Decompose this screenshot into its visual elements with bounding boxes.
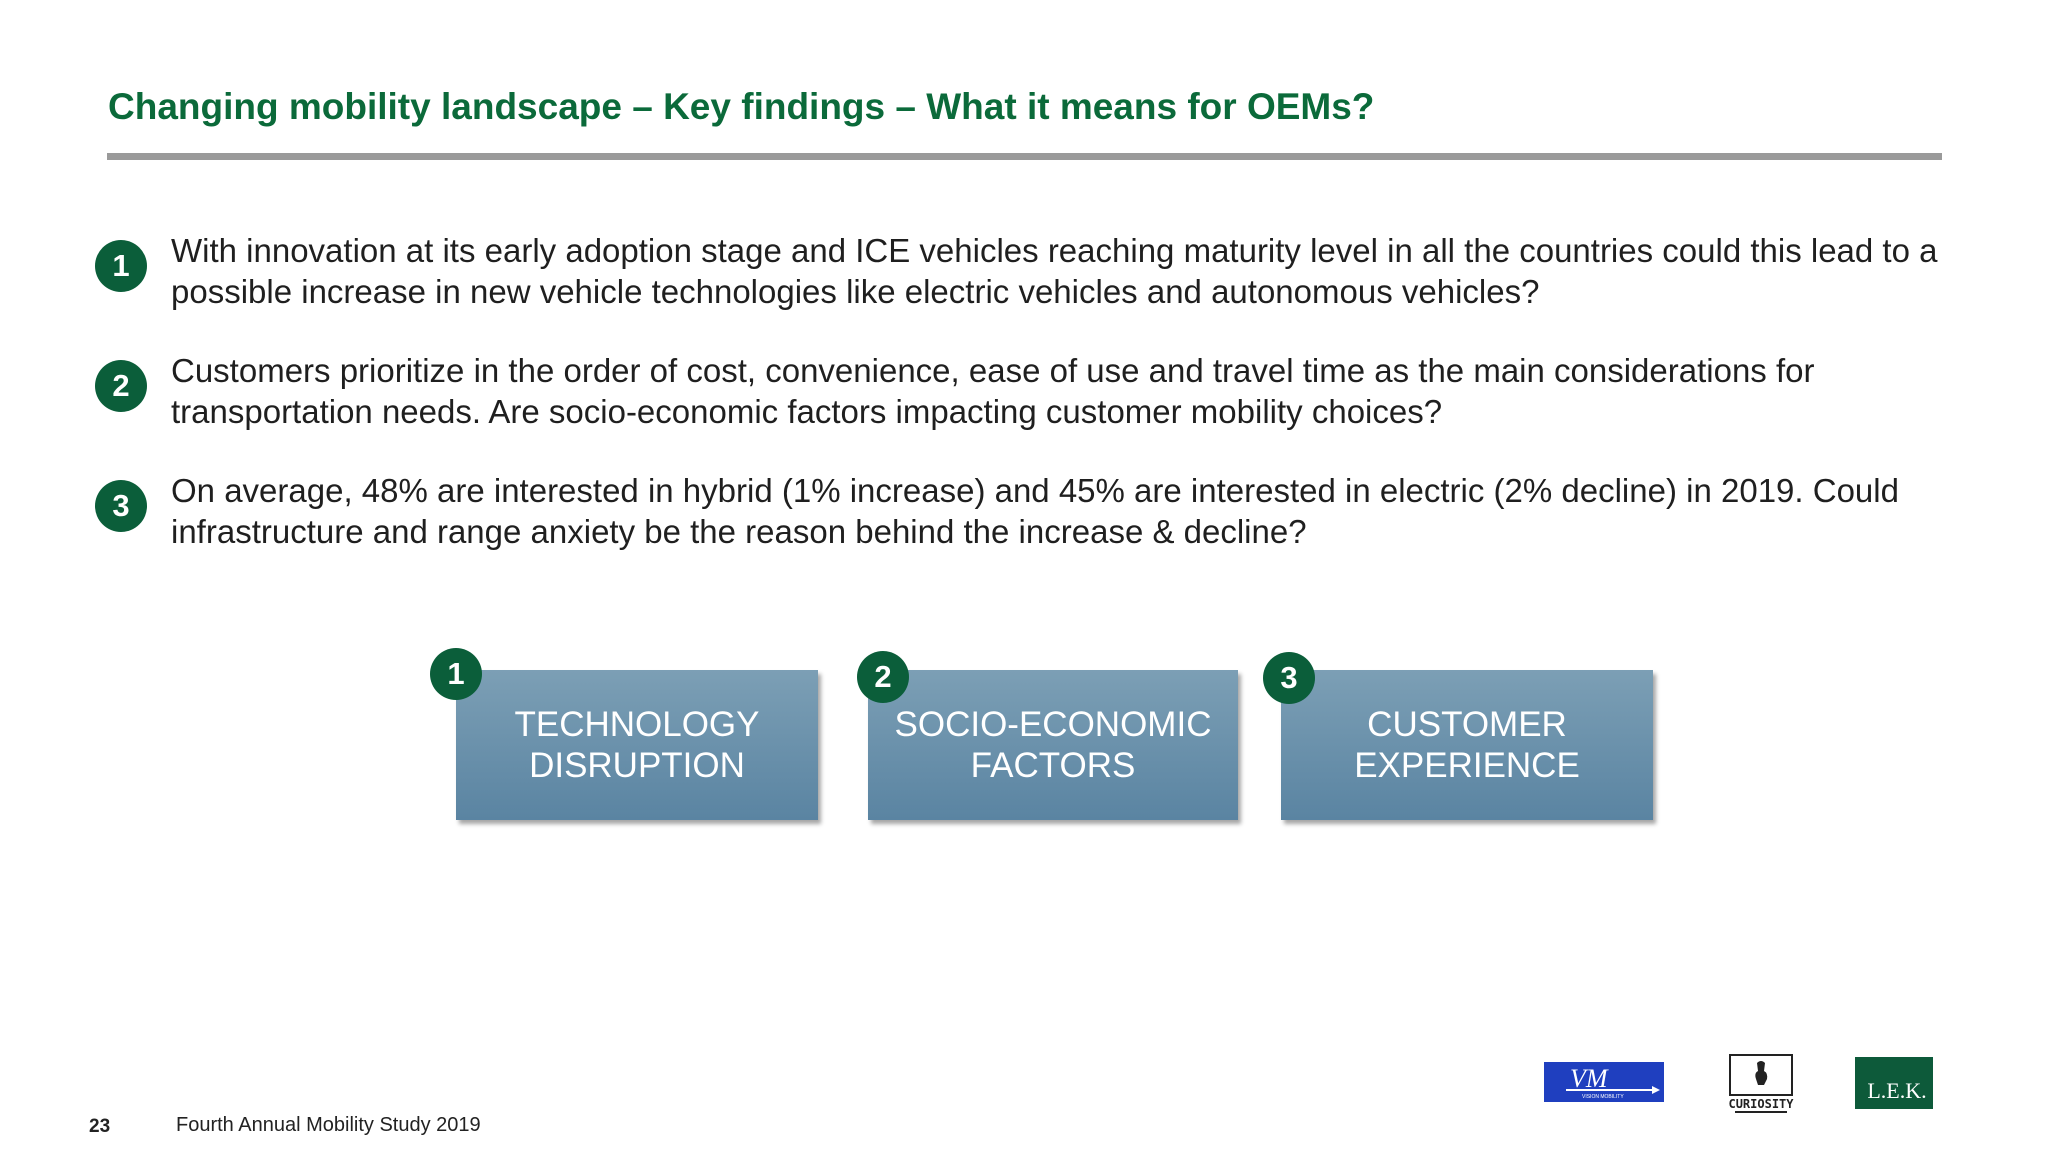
svg-text:VM: VM bbox=[1570, 1064, 1608, 1093]
category-box-technology bbox=[456, 670, 818, 820]
finding-text-1: With innovation at its early adoption stage and ICE vehicles reaching maturity level in all the countries could this lead to a possible increase in new vehicle technologies like electric vehicles and autonomous vehicles? bbox=[171, 232, 1938, 310]
category-label-customer-experience: CUSTOMER EXPERIENCE bbox=[1354, 705, 1580, 785]
vision-mobility-logo bbox=[1544, 1062, 1664, 1107]
category-label-technology: TECHNOLOGY DISRUPTION bbox=[514, 705, 760, 785]
study-name: Fourth Annual Mobility Study 2019 bbox=[176, 1114, 481, 1136]
category-box-customer-experience bbox=[1281, 670, 1653, 820]
svg-text:L.E.K.: L.E.K. bbox=[1867, 1078, 1927, 1103]
slide-title: Changing mobility landscape – Key findings – What it means for OEMs? bbox=[108, 86, 1375, 127]
curiosity-logo bbox=[1727, 1053, 1797, 1120]
page-number: 23 bbox=[89, 1116, 111, 1137]
category-label-socio-economic: SOCIO-ECONOMIC FACTORS bbox=[894, 705, 1212, 785]
number-badge-1: 1 bbox=[95, 240, 147, 292]
number-badge-2: 2 bbox=[95, 360, 147, 412]
category-badge-2: 2 bbox=[857, 651, 909, 703]
category-box-socio-economic bbox=[868, 670, 1238, 820]
category-badge-1: 1 bbox=[430, 648, 482, 700]
svg-text:VISION MOBILITY: VISION MOBILITY bbox=[1582, 1094, 1624, 1100]
title-divider bbox=[107, 153, 1942, 160]
svg-text:CURIOSITY: CURIOSITY bbox=[1728, 1097, 1794, 1111]
lek-logo bbox=[1855, 1057, 1933, 1114]
finding-text-3: On average, 48% are interested in hybrid (1% increase) and 45% are interested in electric (2% decline) in 2019. Could infrastructure and range anxiety be the reason behind the increase & decline? bbox=[171, 472, 1899, 550]
number-badge-3: 3 bbox=[95, 480, 147, 532]
finding-text-2: Customers prioritize in the order of cost, convenience, ease of use and travel time as the main considerations for transportation needs. Are socio-economic factors impacting customer mobility choices? bbox=[171, 352, 1815, 430]
category-badge-3: 3 bbox=[1263, 652, 1315, 704]
